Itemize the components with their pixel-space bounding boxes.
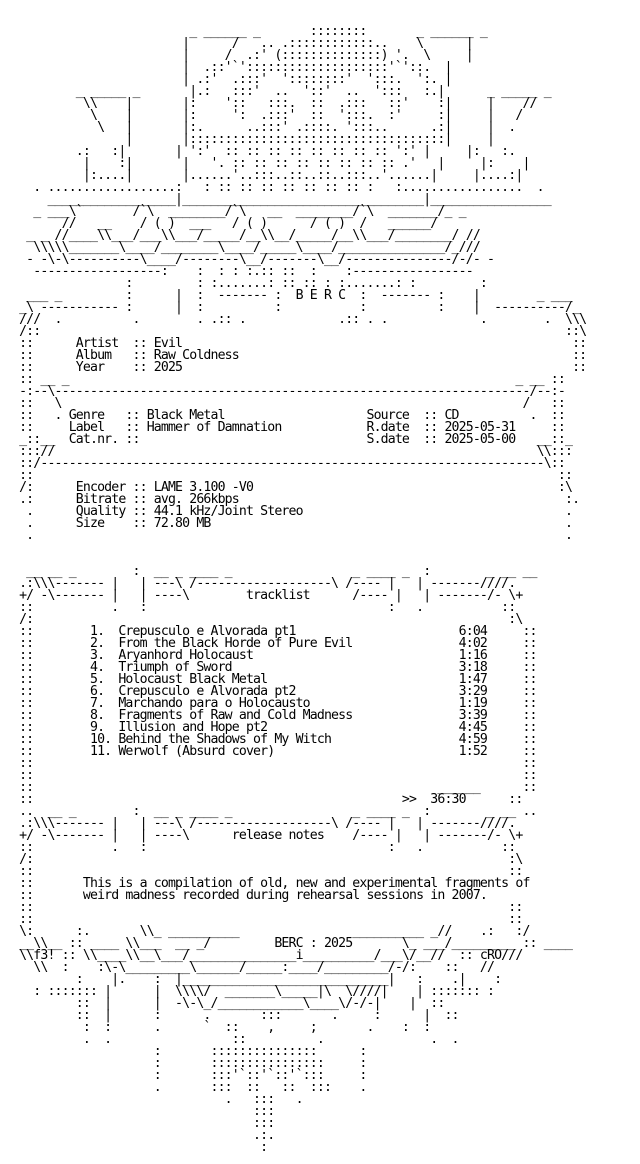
- nfo-line: :: ::: [12, 912, 523, 927]
- nfo-line: .. __ _ : __ _ ____ _ _ ____ _ : _ __ ..: [12, 804, 537, 819]
- nfo-line: : ::::::::::::::: :: [12, 1044, 367, 1059]
- nfo-line: :: 7. Marchando para o Holocausto 1:19 ::: [12, 696, 537, 711]
- nfo-line: :: __ _ _ __ ::: [12, 372, 565, 387]
- nfo-line: :: 2. From the Black Horde of Pure Evil 4:02 ::: [12, 636, 537, 651]
- nfo-line: \ | |: ': .:::' :: ':::. :' :| | /: [12, 108, 523, 123]
- nfo-line: \\f3! :: \\____\\__\___/_______________i__________/___\/__// :: cRO///: [12, 948, 523, 963]
- nfo-line: :: 6. Crepusculo e Alvorada pt2 3:29 ::: [12, 684, 537, 699]
- nfo-line: : :::::::::::::::: :: [12, 1056, 367, 1071]
- nfo-line: \\ : :\-\_________\______/_____:____/_________/-/: :: //: [12, 960, 495, 975]
- nfo-line: . ::: .: [12, 1092, 303, 1107]
- nfo-line: /: :\: [12, 612, 523, 627]
- nfo-line: +/ -\------- | | ----\ release notes /---- | | -------/- \+: [12, 828, 523, 843]
- nfo-line: /: Encoder :: LAME 3.100 -V0 :\: [12, 480, 573, 495]
- nfo-line: :: 1. Crepusculo e Alvorada pt1 6:04 ::: [12, 624, 537, 639]
- nfo-line: :: This is a compilation of old, new and experimental fragments of: [12, 876, 530, 891]
- nfo-line: : :::'`::'`::'`::: :: [12, 1068, 367, 1083]
- nfo-line: | |::::::::::::::::::::::::::::::::::::| |: [12, 132, 495, 147]
- nfo-line: :: Artist :: Evil ::: [12, 336, 587, 351]
- nfo-line: /: :\: [12, 852, 523, 867]
- nfo-line: __ __ _ : __ _ ____ _ _ ____ _ : _ __ __: [12, 564, 537, 579]
- nfo-line: _ ___\` /`\ ________/`\ __ ________/`\ _______/_ _: [12, 204, 466, 219]
- nfo-line: :::// \\:::: [12, 444, 573, 459]
- nfo-line: . . :: . . .: [12, 1032, 459, 1047]
- nfo-line: +/ -\------- | | ----\ tracklist /---- | | -------/- \+: [12, 588, 523, 603]
- nfo-line: . .: [12, 528, 573, 543]
- nfo-line: :: ::: [12, 900, 523, 915]
- nfo-line: _\ ----------- : | : : : : | ----------/_: [12, 300, 580, 315]
- nfo-line: :: [12, 1140, 268, 1155]
- nfo-line: _ ______ _ :::::::: _ ______ _: [12, 24, 488, 39]
- nfo-line: .:\\\------- | | ---\ /-------------------\ /---- | | -------////.: [12, 816, 516, 831]
- nfo-line: \\ | |: ':: :::. :: .::: ::' :| | //: [12, 96, 537, 111]
- nfo-line: :: 10. Behind the Shadows of My Witch 4:59 ::: [12, 732, 537, 747]
- nfo-line: | .::'`'::::::::::::::::::::'`'::. |: [12, 60, 452, 75]
- nfo-line: | / .:' (::::::::::::::) '. \ |: [12, 48, 473, 63]
- nfo-line: :: 3. Aryanhord Holocaust 1:16 ::: [12, 648, 537, 663]
- nfo-line: . Size :: 72.80 MB .: [12, 516, 573, 531]
- nfo-line: | :| | '. :: :: :: :: :: :: :: :: .' | |: |: [12, 156, 530, 171]
- nfo-line: : : :.......: :: :: : :.......: : :: [12, 276, 488, 291]
- nfo-line: .: :| | ':' :: :: :: :: :: :: :: :: ':' | |: :.: [12, 144, 516, 159]
- nfo-line: ___ _ : | : ------- : B E R C : ------- : | _ ___: [12, 288, 573, 303]
- nfo-line: :: . Genre :: Black Metal Source :: CD . ::: [12, 408, 565, 423]
- nfo-line: :: ::: [12, 468, 573, 483]
- nfo-line: :: ______ ::: [12, 780, 537, 795]
- nfo-line: ::/-----------------------------------------------------------------------\::: [12, 456, 565, 471]
- nfo-line: :: ::: [12, 768, 537, 783]
- nfo-line: :: | | -\-\_/____________\____\/-/-| | ::: [12, 996, 445, 1011]
- nfo-line: :: 9. Illusion and Hope pt2 4:45 ::: [12, 720, 537, 735]
- nfo-line: | / .. .::::::::::::.. \ |: [12, 36, 473, 51]
- nfo-line: __________________|__________________________________|_________________: [12, 192, 551, 207]
- nfo-line: :: >> 36:30 ::: [12, 792, 523, 807]
- nfo-line: :: weird madness recorded during rehearsal sessions in 2007.: [12, 888, 488, 903]
- nfo-line: :: . : : . ::: [12, 840, 516, 855]
- nfo-line: \\\\\_______\____/________\____/_____\____/_______________/_///: [12, 240, 480, 255]
- nfo-line: :: Year :: 2025 ::: [12, 360, 587, 375]
- nfo-line: :::: [12, 1116, 275, 1131]
- nfo-line: .:\\\------- | | ---\ /-------------------\ /---- | | -------////.: [12, 576, 516, 591]
- nfo-line: .:.: [12, 1128, 275, 1143]
- nfo-line: :: \ / ::: [12, 396, 565, 411]
- nfo-line: :: 4. Triumph of Sword 3:18 ::: [12, 660, 537, 675]
- nfo-line: : |. : |_____________________________| : .| :: [12, 972, 502, 987]
- nfo-line: \: :. \\_ __________ __________ _// .: :/: [12, 924, 530, 939]
- nfo-line: :: 8. Fragments of Raw and Cold Madness 3:39 ::: [12, 708, 537, 723]
- nfo-line: \ | |:. ..:::' .::::. ':::.. .:| | .: [12, 120, 516, 135]
- nfo-line: :: ::: [12, 756, 537, 771]
- nfo-ascii-art: [12, 26, 586, 1154]
- nfo-line: :: | : . ::: . : | ::: [12, 1008, 459, 1023]
- nfo-line: |:....| |......'..:::..::..::..:::..'......| |....:|: [12, 168, 523, 183]
- nfo-line: :: Label :: Hammer of Damnation R.date :: 2025-05-31 ::: [12, 420, 565, 435]
- nfo-line: . ::: :: :: ::: .: [12, 1080, 367, 1095]
- nfo-line: ------------------: : : : :.:: :: : :-----------------: [12, 264, 473, 279]
- nfo-line: . Quality :: 44.1 kHz/Joint Stereo .: [12, 504, 573, 519]
- nfo-line: :: Album :: Raw Coldness ::: [12, 348, 587, 363]
- nfo-line: -:--\-------------------------------------------------------------------/--:-: [12, 384, 565, 399]
- nfo-line: [12, 542, 586, 554]
- nfo-line: :: ::: [12, 864, 523, 879]
- nfo-line: _ _____ _ |.: :::' .. '::' .. '::: :.| _ _____ _: [12, 84, 551, 99]
- nfo-line: : : . ` :: , ; . : :: [12, 1020, 431, 1035]
- nfo-line: __\\__ :: ____ \\___ __ _/ BERC : 2025 \_ ___/_________ :: ____: [12, 936, 573, 951]
- nfo-line: /:: ::\: [12, 324, 587, 339]
- nfo-line: .: Bitrate :: avg. 266kbps :.: [12, 492, 580, 507]
- nfo-line: :: 5. Holocaust Black Metal 1:47 ::: [12, 672, 537, 687]
- nfo-line: | .:' .:::' '::::::::' ':::. ':. |: [12, 72, 452, 87]
- nfo-line: . ..................: : :: :: :: :: :: :: :: : :................. .: [12, 180, 544, 195]
- nfo-line: :::: [12, 1104, 275, 1119]
- nfo-line: - -\-\----------\____/--------\__/-------\__/---------------/-/- -: [12, 252, 495, 267]
- nfo-line: _::__ Cat.nr. :: S.date :: 2025-05-00 __::_: [12, 432, 573, 447]
- nfo-line: _ _ //____\\___/___\\___/_____/__\\__/_____/__\\___/________/ //: [12, 228, 480, 243]
- nfo-line: : ::::::: | | \\\\/ _______\_____|\ \////| | ::::::: :: [12, 984, 495, 999]
- nfo-line: :: 11. Werwolf (Absurd cover) 1:52 ::: [12, 744, 537, 759]
- nfo-line: // __ / ( ) ___ / ( ) / ( ) / ______/: [12, 216, 438, 231]
- nfo-line: :: . : : . ::: [12, 600, 516, 615]
- nfo-line: /// . . . .:: . .:: . . . . \\\: [12, 312, 587, 327]
